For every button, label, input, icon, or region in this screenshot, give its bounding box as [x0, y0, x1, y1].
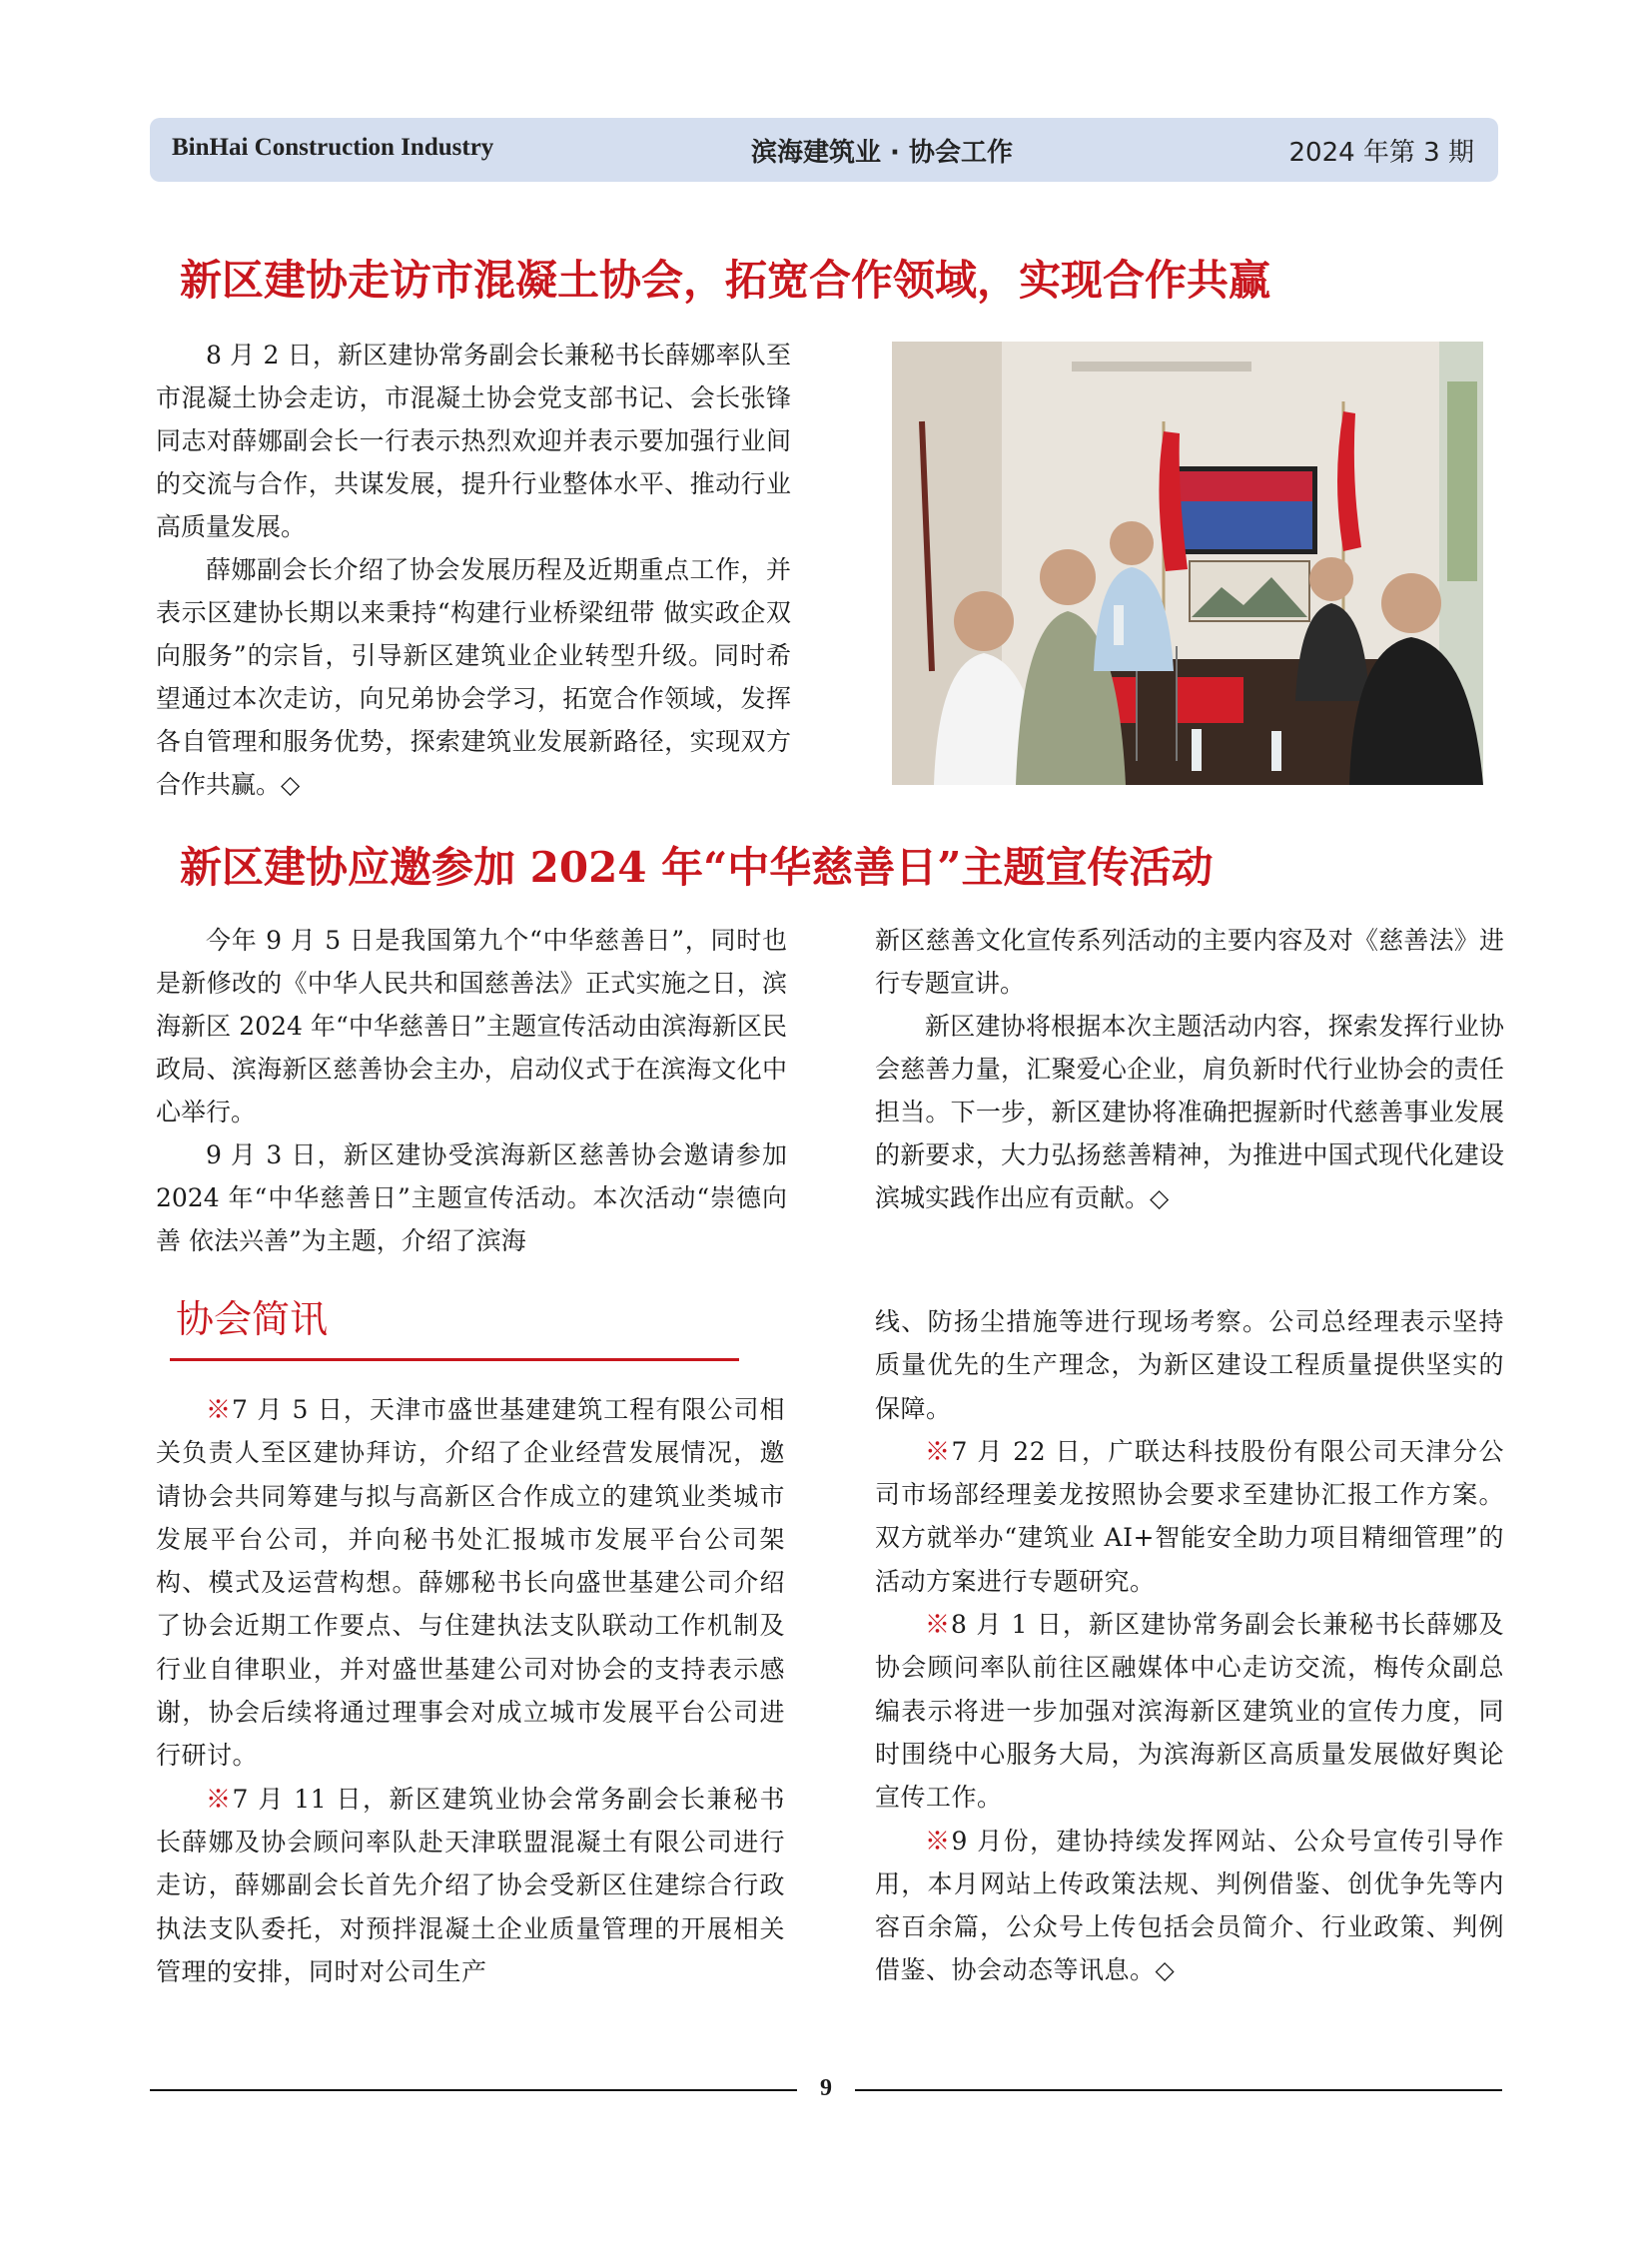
article1-body — [156, 334, 791, 806]
footer-rule-right — [855, 2089, 1502, 2091]
article2-paragraph: 新区建协将根据本次主题活动内容，探索发挥行业协会慈善力量，汇聚爱心企业，肩负新时代行业协会的责任担当。下一步，新区建协将准确把握新时代慈善事业发展的新要求，大力弘扬慈善精神，为推进中国式现代化建设滨城实践作出应有贡献。◇ — [875, 1012, 1504, 1212]
article2-continuation: 新区慈善文化宣传系列活动的主要内容及对《慈善法》进行专题宣讲。 — [875, 926, 1504, 998]
brief-marker: ※ — [925, 1826, 952, 1856]
article1-paragraph: 薛娜副会长介绍了协会发展历程及近期重点工作，并表示区建协长期以来秉持“构建行业桥梁纽带 做实政企双向服务”的宗旨，引导新区建筑业企业转型升级。同时希望通过本次走访，向兄弟协会学习，拓宽合作领域，发挥各自管理和服务优势，探索建筑业发展新路径，实现双方合作共赢。◇ — [156, 555, 791, 799]
journal-name-en: BinHai Construction Industry — [172, 134, 494, 161]
article2-title: 新区建协应邀参加 2024 年“中华慈善日”主题宣传活动 — [180, 843, 1214, 892]
meeting-photo — [892, 342, 1483, 785]
page-header — [150, 118, 1498, 182]
brief-marker: ※ — [206, 1395, 233, 1424]
article2-paragraph: 今年 9 月 5 日是我国第九个“中华慈善日”，同时也是新修改的《中华人民共和国慈善法》正式实施之日，滨海新区 2024 年“中华慈善日”主题宣传活动由滨海新区民政局、滨海新区慈善协会主办，启动仪式于在滨海文化中心举行。 — [156, 926, 787, 1126]
brief-item: ※8 月 1 日，新区建协常务副会长兼秘书长薛娜及协会顾问率队前往区融媒体中心走访交流，梅传众副总编表示将进一步加强对滨海新区建筑业的宣传力度，同时围绕中心服务大局，为滨海新区高质量发展做好舆论宣传工作。 — [875, 1610, 1504, 1813]
article2-left-column — [156, 919, 787, 1262]
briefs-left-column — [156, 1388, 785, 1993]
footer-rule-left — [150, 2089, 797, 2091]
article1-title: 新区建协走访市混凝土协会，拓宽合作领域，实现合作共赢 — [180, 256, 1271, 305]
page-number: 9 — [820, 2075, 832, 2101]
brief-item: ※9 月份，建协持续发挥网站、公众号宣传引导作用，本月网站上传政策法规、判例借鉴、创优争先等内容百余篇，公众号上传包括会员简介、行业政策、判例借鉴、协会动态等讯息。◇ — [875, 1826, 1504, 1985]
journal-section: 滨海建筑业 · 协会工作 — [751, 138, 1013, 168]
brief-continuation: 线、防扬尘措施等进行现场考察。公司总经理表示坚持质量优先的生产理念，为新区建设工程质量提供坚实的保障。 — [875, 1307, 1504, 1423]
briefs-heading-underline — [170, 1358, 739, 1361]
article2-paragraph: 9 月 3 日，新区建协受滨海新区慈善协会邀请参加 2024 年“中华慈善日”主题宣传活动。本次活动“崇德向善 依法兴善”为主题，介绍了滨海 — [156, 1140, 787, 1255]
brief-marker: ※ — [925, 1610, 952, 1640]
brief-marker: ※ — [925, 1436, 952, 1466]
brief-item: ※7 月 22 日，广联达科技股份有限公司天津分公司市场部经理姜龙按照协会要求至建协汇报工作方案。双方就举办“建筑业 AI+智能安全助力项目精细管理”的活动方案进行专题研究。 — [875, 1436, 1504, 1596]
meeting-photo-illustration — [892, 342, 1483, 785]
article2-right-column — [875, 919, 1504, 1219]
brief-item: ※7 月 11 日，新区建筑业协会常务副会长兼秘书长薛娜及协会顾问率队赴天津联盟混凝土有限公司进行走访，薛娜副会长首先介绍了协会受新区住建综合行政执法支队委托，对预拌混凝土企业质量管理的开展相关管理的安排，同时对公司生产 — [156, 1784, 785, 1986]
article1-paragraph: 8 月 2 日，新区建协常务副会长兼秘书长薛娜率队至市混凝土协会走访，市混凝土协会党支部书记、会长张锋同志对薛娜副会长一行表示热烈欢迎并表示要加强行业间的交流与合作，共谋发展，提升行业整体水平、推动行业高质量发展。 — [156, 341, 791, 541]
briefs-heading: 协会简讯 — [176, 1297, 329, 1341]
brief-marker: ※ — [206, 1784, 233, 1814]
issue-number: 2024 年第 3 期 — [1288, 138, 1474, 168]
briefs-right-column — [875, 1300, 1504, 1992]
brief-item: ※7 月 5 日，天津市盛世基建建筑工程有限公司相关负责人至区建协拜访，介绍了企业经营发展情况，邀请协会共同筹建与拟与高新区合作成立的建筑业类城市发展平台公司，并向秘书处汇报城市发展平台公司架构、模式及运营构想。薛娜秘书长向盛世基建公司介绍了协会近期工作要点、与住建执法支队联动工作机制及行业自律职业，并对盛世基建公司对协会的支持表示感谢，协会后续将通过理事会对成立城市发展平台公司进行研讨。 — [156, 1395, 785, 1771]
